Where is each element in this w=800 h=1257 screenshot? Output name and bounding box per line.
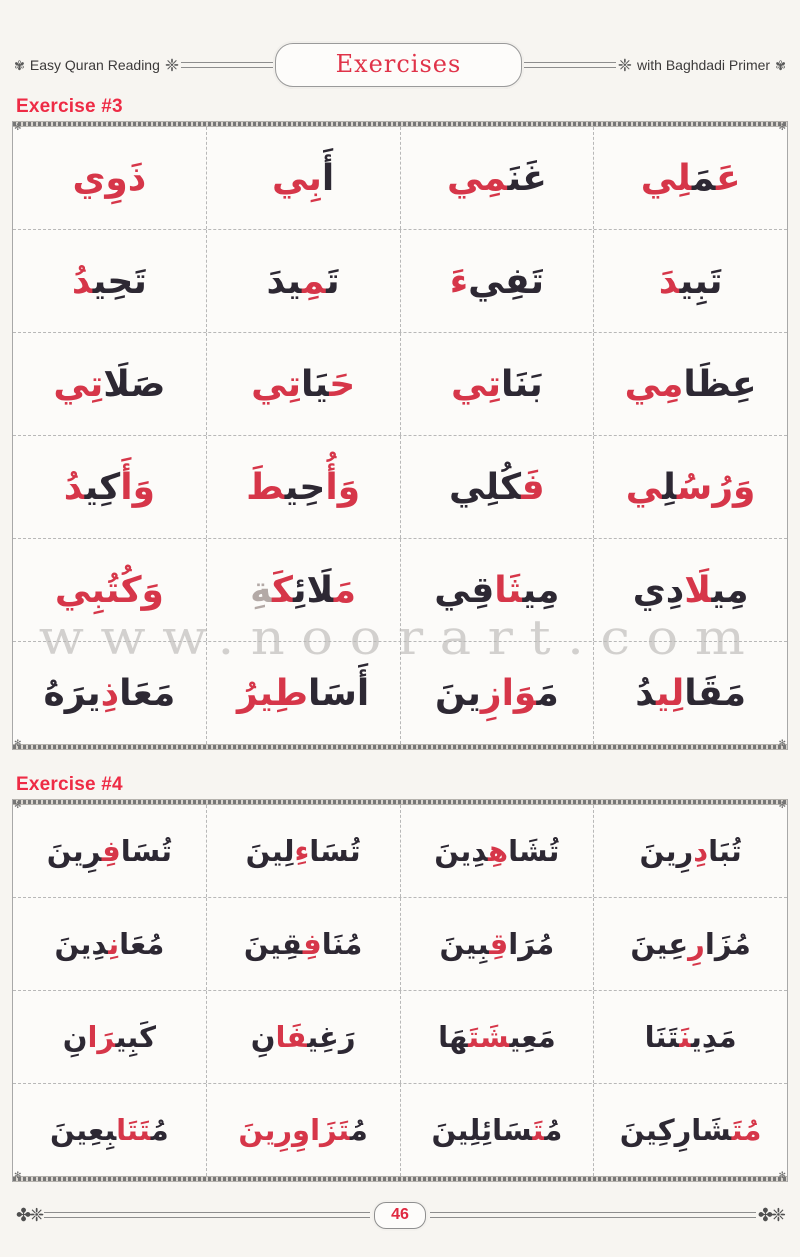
- arabic-word: [434, 570, 559, 611]
- word-segment: تِي: [451, 363, 501, 405]
- word-segment: تَبِي‍: [679, 260, 723, 302]
- word-segment: صَلَا: [103, 363, 166, 405]
- word-cell: [207, 642, 401, 744]
- word-segment: عَ‍: [715, 157, 741, 199]
- word-segment: ‍لَائِ‍: [292, 569, 334, 611]
- arabic-word: [43, 673, 175, 714]
- word-cell: [207, 991, 401, 1083]
- corner-ornament-icon: ✻: [778, 738, 786, 748]
- header-rule-left: [181, 62, 272, 68]
- word-segment: رِ: [688, 927, 705, 961]
- word-segment: كِي‍: [84, 466, 121, 508]
- word-cell: [13, 436, 207, 538]
- header-rule-right: [524, 62, 615, 68]
- word-segment: وَأَ: [120, 466, 155, 508]
- word-segment: مِي: [624, 363, 684, 405]
- word-segment: غَنَ‍: [507, 157, 547, 199]
- word-row: [13, 990, 787, 1083]
- arabic-word: [63, 1020, 156, 1054]
- word-segment: ‍نَ‍: [679, 1020, 692, 1054]
- word-segment: قِ‍: [489, 927, 509, 961]
- word-cell: [594, 539, 787, 641]
- word-cell: [594, 805, 787, 897]
- arabic-word: [435, 673, 559, 714]
- arabic-word: [237, 673, 369, 714]
- word-segment: هِ‍: [488, 834, 509, 868]
- arabic-word: [440, 927, 555, 961]
- word-cell: [207, 898, 401, 990]
- page-header: [14, 44, 786, 86]
- book-title-left: Easy Quran Reading: [29, 57, 160, 73]
- word-segment: قِي: [434, 569, 495, 611]
- word-cell: [401, 898, 595, 990]
- arabic-word: [450, 261, 544, 302]
- word-segment: ‍تَتَا‍: [116, 1113, 151, 1147]
- word-segment: ‍تَنَا: [644, 1020, 680, 1054]
- word-segment: مُرَا: [508, 927, 555, 961]
- word-segment: ‍بِينَ: [439, 927, 490, 961]
- page-number-badge: [374, 1202, 426, 1229]
- word-segment: ‍دِينَ: [434, 834, 489, 868]
- word-segment: فَ‍: [521, 466, 545, 508]
- word-segment: وَكُتُبِي: [54, 569, 164, 611]
- word-cell: [207, 1084, 401, 1176]
- word-segment: مُنَا: [321, 927, 363, 961]
- word-row: [13, 229, 787, 332]
- word-cell: [594, 1084, 787, 1176]
- word-segment: ‍لِي: [640, 157, 692, 199]
- word-segment: كَبِي‍: [115, 1020, 157, 1054]
- ornament-cluster-icon: ❈: [617, 55, 633, 75]
- word-segment: مِي‍: [522, 569, 560, 611]
- word-segment: ‍سَائِلِينَ: [431, 1113, 533, 1147]
- word-cell: [13, 991, 207, 1083]
- word-cell: [13, 539, 207, 641]
- corner-ornament-icon: ✻: [778, 122, 786, 132]
- word-segment: ينَ: [434, 672, 481, 714]
- word-cell: [401, 436, 595, 538]
- word-segment: ‍بِعِينَ: [50, 1113, 117, 1147]
- word-segment: مُزَا: [704, 927, 751, 961]
- word-segment: بَنَا: [500, 363, 543, 405]
- arabic-word: [625, 364, 757, 405]
- word-cell: [401, 991, 595, 1083]
- word-segment: مُ‍: [349, 1113, 368, 1147]
- word-segment: تُسَا: [309, 834, 361, 868]
- word-segment: ‍تَ‍: [532, 1113, 545, 1147]
- word-segment: نِ: [62, 1020, 88, 1054]
- arabic-word: [50, 1113, 169, 1147]
- word-segment: ‍شَارِكِينَ: [619, 1113, 732, 1147]
- word-segment: دِي: [632, 569, 685, 611]
- word-segment: تَفِي: [468, 260, 544, 302]
- exercise-4-word-grid: [13, 805, 787, 1176]
- word-segment: ‍وَازِ: [480, 672, 537, 714]
- word-segment: ‍لِ‍: [662, 466, 677, 508]
- word-segment: ‍تَزَاوِرِينَ: [238, 1113, 350, 1147]
- arabic-word: [447, 158, 547, 199]
- arabic-word: [55, 570, 164, 611]
- corner-ornament-icon: ✻: [778, 1170, 786, 1180]
- word-segment: تُسَا: [120, 834, 173, 868]
- word-cell: [401, 539, 595, 641]
- word-segment: ‍هَا: [438, 1020, 469, 1054]
- exercise-3-label: Exercise #3: [16, 96, 123, 117]
- word-segment: تُبَا: [708, 834, 742, 868]
- word-segment: ‍ثَا: [494, 569, 523, 611]
- word-segment: أَسَا: [307, 672, 370, 714]
- word-segment: ‍ي: [625, 466, 663, 508]
- word-row: [13, 435, 787, 538]
- word-segment: حَ‍: [329, 363, 356, 405]
- word-segment: وَرُسُ‍: [676, 466, 756, 508]
- banner-title: Exercises: [335, 50, 462, 78]
- word-segment: مَعَا: [119, 672, 176, 714]
- header-right: [618, 57, 786, 74]
- word-segment: ‍كَ‍: [272, 569, 293, 611]
- word-row: [13, 127, 787, 229]
- arabic-word: [645, 1020, 737, 1054]
- word-segment: ‍دُ: [635, 672, 657, 714]
- word-segment: مُعَا: [119, 927, 165, 961]
- page-number: 46: [391, 1205, 409, 1223]
- word-segment: مَعِي‍: [509, 1020, 556, 1054]
- ornament-cluster-icon: ❈: [164, 55, 180, 75]
- word-segment: مَ‍: [536, 672, 559, 714]
- word-segment: مَقَا: [684, 672, 746, 714]
- arabic-word: [238, 1113, 368, 1147]
- word-segment: ‍دَ: [658, 260, 680, 302]
- word-segment: ‍مِي: [446, 157, 508, 199]
- word-cell: [13, 805, 207, 897]
- word-segment: تَ‍: [326, 260, 340, 302]
- exercises-banner: [275, 43, 523, 87]
- grid-bottom-border: [13, 744, 787, 750]
- arabic-word: [641, 158, 741, 199]
- word-segment: ‍لَا: [684, 569, 712, 611]
- arabic-word: [64, 467, 155, 508]
- book-title-right: with Baghdadi Primer: [637, 57, 771, 73]
- word-segment: أَ: [321, 157, 335, 199]
- word-row: [13, 538, 787, 641]
- footer-flourish-icon: ✤❈: [16, 1205, 43, 1225]
- word-cell: [207, 539, 401, 641]
- word-segment: ‍فَا: [275, 1020, 308, 1054]
- word-segment: حِي‍: [284, 466, 326, 508]
- corner-ornament-icon: ✻: [778, 800, 786, 810]
- word-cell: [594, 991, 787, 1083]
- exercise-3-grid-frame: [12, 121, 788, 750]
- arabic-word: [246, 834, 361, 868]
- arabic-word: [451, 364, 543, 405]
- arabic-word: [251, 364, 355, 405]
- arabic-word: [272, 158, 334, 199]
- word-segment: فِ‍: [101, 834, 121, 868]
- corner-ornament-icon: ✻: [14, 1170, 22, 1180]
- word-segment: مِي‍: [711, 569, 749, 611]
- corner-ornament-icon: ✻: [14, 800, 22, 810]
- word-segment: رَغِي‍: [307, 1020, 356, 1054]
- word-segment: نِ‍: [108, 927, 120, 961]
- word-row: [13, 1083, 787, 1176]
- word-cell: [13, 333, 207, 435]
- word-segment: وَأُ: [325, 466, 361, 508]
- word-segment: تَحِي‍: [92, 260, 147, 302]
- arabic-word: [54, 927, 164, 961]
- arabic-word: [246, 467, 360, 508]
- word-cell: [207, 436, 401, 538]
- flower-ornament-icon: ✾: [775, 57, 786, 73]
- arabic-word: [434, 834, 559, 868]
- word-cell: [594, 898, 787, 990]
- arabic-word: [53, 364, 165, 405]
- arabic-word: [630, 927, 750, 961]
- header-left: [14, 57, 179, 74]
- word-segment: ‍يدَ: [266, 260, 303, 302]
- word-row: [13, 805, 787, 897]
- word-segment: نِ: [250, 1020, 276, 1054]
- exercise-3-word-grid: [13, 127, 787, 744]
- word-segment: مُتَ‍: [731, 1113, 762, 1147]
- word-cell: [401, 642, 595, 744]
- exercise-4-grid-frame: [12, 799, 788, 1182]
- arabic-word: [72, 158, 146, 199]
- arabic-word: [620, 1113, 762, 1147]
- corner-ornament-icon: ✻: [14, 122, 22, 132]
- arabic-word: [47, 834, 172, 868]
- arabic-word: [635, 673, 746, 714]
- arabic-word: [626, 467, 756, 508]
- word-segment: ‍دُ: [63, 466, 85, 508]
- arabic-word: [431, 1113, 562, 1147]
- word-segment: ‍دِينَ: [54, 927, 109, 961]
- word-segment: مُ‍: [150, 1113, 169, 1147]
- page-footer: [16, 1198, 784, 1232]
- arabic-word: [438, 1020, 556, 1054]
- grid-bottom-border: [13, 1176, 787, 1182]
- flower-ornament-icon: ✾: [14, 57, 25, 73]
- word-segment: رِينَ: [639, 834, 694, 868]
- word-cell: [401, 805, 595, 897]
- word-segment: ءِ: [294, 834, 310, 868]
- arabic-word: [640, 834, 742, 868]
- word-row: [13, 641, 787, 744]
- word-segment: ‍رِينَ: [46, 834, 102, 868]
- word-segment: ذَوِي: [72, 157, 147, 199]
- word-segment: مَ‍: [333, 569, 357, 611]
- word-segment: تِي: [251, 363, 302, 405]
- arabic-word: [449, 467, 545, 508]
- word-segment: ءَ: [449, 260, 469, 302]
- word-cell: [594, 642, 787, 744]
- word-segment: طِيرُ: [236, 672, 308, 714]
- word-cell: [401, 333, 595, 435]
- word-segment: ‍طَ: [246, 466, 285, 508]
- word-segment: ‍شَتَ‍: [468, 1020, 510, 1054]
- word-segment: عِينَ: [630, 927, 689, 961]
- word-cell: [13, 1084, 207, 1176]
- word-segment: لِينَ: [245, 834, 295, 868]
- word-row: [13, 332, 787, 435]
- word-segment: يرَهُ: [43, 672, 101, 714]
- word-cell: [594, 436, 787, 538]
- word-segment: ذِ: [100, 672, 120, 714]
- word-cell: [594, 127, 787, 229]
- corner-ornament-icon: ✻: [14, 738, 22, 748]
- word-segment: دِ: [693, 834, 709, 868]
- word-cell: [13, 898, 207, 990]
- word-segment: تُشَا: [508, 834, 560, 868]
- word-segment: مَدِي‍: [691, 1020, 737, 1054]
- word-segment: ‍كُلِي: [449, 466, 522, 508]
- word-cell: [207, 230, 401, 332]
- word-segment: لِي‍: [656, 672, 685, 714]
- word-segment: مُ‍: [544, 1113, 563, 1147]
- word-row: [13, 897, 787, 990]
- word-segment: ‍مِ‍: [302, 260, 327, 302]
- word-segment: تِي: [53, 363, 104, 405]
- word-cell: [401, 127, 595, 229]
- word-cell: [207, 805, 401, 897]
- exercise-4-label: Exercise #4: [16, 774, 123, 795]
- word-cell: [594, 333, 787, 435]
- arabic-word: [659, 261, 723, 302]
- word-segment: ‍مَ‍: [691, 157, 716, 199]
- arabic-word: [267, 261, 340, 302]
- word-cell: [594, 230, 787, 332]
- word-cell: [13, 230, 207, 332]
- word-segment: ‍قِينَ: [243, 927, 303, 961]
- word-cell: [13, 127, 207, 229]
- word-segment: بِي: [271, 157, 322, 199]
- word-cell: [401, 1084, 595, 1176]
- word-segment: ‍ةِ: [250, 569, 272, 611]
- word-cell: [401, 230, 595, 332]
- arabic-word: [633, 570, 749, 611]
- word-cell: [207, 333, 401, 435]
- watermark: www.noorart.com: [38, 610, 762, 666]
- arabic-word: [244, 927, 363, 961]
- word-segment: ‍دُ: [71, 260, 93, 302]
- word-segment: فِ‍: [302, 927, 322, 961]
- footer-flourish-icon: ✤❈: [757, 1205, 785, 1225]
- arabic-word: [72, 261, 147, 302]
- arabic-word: [250, 570, 356, 611]
- word-segment: ‍يَا: [301, 363, 330, 405]
- word-cell: [207, 127, 401, 229]
- word-segment: ‍رَا: [87, 1020, 116, 1054]
- word-cell: [13, 642, 207, 744]
- word-segment: عِظَا: [683, 363, 757, 405]
- arabic-word: [251, 1020, 356, 1054]
